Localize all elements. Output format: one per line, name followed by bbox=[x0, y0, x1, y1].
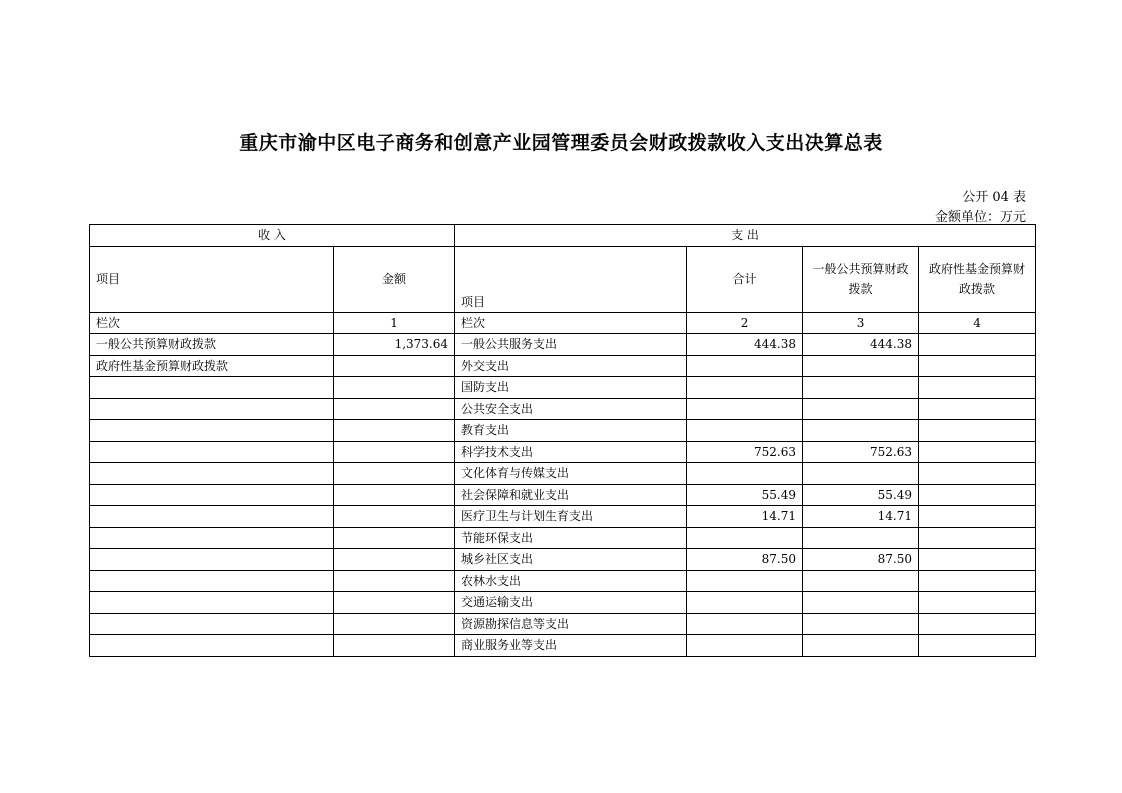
table-row bbox=[90, 398, 1036, 420]
income-item-cell: 一般公共预算财政拨款 bbox=[90, 334, 334, 356]
expense-item-cell: 科学技术支出 bbox=[455, 441, 687, 463]
general-budget-cell: 14.71 bbox=[803, 506, 919, 528]
col-number-1: 1 bbox=[334, 312, 455, 334]
fund-budget-cell bbox=[919, 398, 1036, 420]
total-cell bbox=[687, 570, 803, 592]
expense-header: 支 出 bbox=[455, 225, 1036, 247]
total-cell bbox=[687, 592, 803, 614]
expense-item-cell: 医疗卫生与计划生育支出 bbox=[455, 506, 687, 528]
form-code: 公开 04 表 bbox=[962, 190, 1026, 205]
general-budget-cell bbox=[803, 570, 919, 592]
expense-item-cell: 国防支出 bbox=[455, 377, 687, 399]
income-amount-cell bbox=[334, 635, 455, 657]
income-item-cell bbox=[90, 635, 334, 657]
expense-item-cell: 一般公共服务支出 bbox=[455, 334, 687, 356]
general-budget-cell bbox=[803, 420, 919, 442]
fund-budget-cell bbox=[919, 592, 1036, 614]
total-cell: 55.49 bbox=[687, 484, 803, 506]
col-label-left: 栏次 bbox=[90, 312, 334, 334]
fund-budget-cell bbox=[919, 377, 1036, 399]
fund-budget-cell bbox=[919, 506, 1036, 528]
col-number-3: 3 bbox=[803, 312, 919, 334]
total-cell: 14.71 bbox=[687, 506, 803, 528]
expense-item-cell: 教育支出 bbox=[455, 420, 687, 442]
fund-budget-header: 政府性基金预算财政拨款 bbox=[919, 246, 1036, 312]
table-row bbox=[90, 441, 1036, 463]
fund-budget-cell bbox=[919, 549, 1036, 571]
table-row bbox=[90, 592, 1036, 614]
income-amount-cell bbox=[334, 377, 455, 399]
amount-unit: 金额单位：万元 bbox=[934, 210, 1026, 225]
fund-budget-cell bbox=[919, 355, 1036, 377]
general-budget-cell bbox=[803, 592, 919, 614]
income-item-cell bbox=[90, 592, 334, 614]
expense-item-cell: 公共安全支出 bbox=[455, 398, 687, 420]
income-amount-cell bbox=[334, 549, 455, 571]
expense-item-cell: 农林水支出 bbox=[455, 570, 687, 592]
income-amount-cell bbox=[334, 613, 455, 635]
income-item-cell bbox=[90, 613, 334, 635]
general-budget-cell: 87.50 bbox=[803, 549, 919, 571]
income-amount-header: 金额 bbox=[334, 246, 455, 312]
income-amount-cell bbox=[334, 570, 455, 592]
table-row bbox=[90, 463, 1036, 485]
budget-table bbox=[89, 224, 1036, 657]
total-cell bbox=[687, 355, 803, 377]
table-row bbox=[90, 484, 1036, 506]
income-item-cell bbox=[90, 549, 334, 571]
total-cell bbox=[687, 398, 803, 420]
income-item-cell bbox=[90, 484, 334, 506]
income-amount-cell bbox=[334, 506, 455, 528]
total-cell: 752.63 bbox=[687, 441, 803, 463]
col-label-right: 栏次 bbox=[455, 312, 687, 334]
general-budget-cell bbox=[803, 527, 919, 549]
table-row bbox=[90, 377, 1036, 399]
total-cell bbox=[687, 463, 803, 485]
income-item-cell bbox=[90, 527, 334, 549]
income-amount-cell bbox=[334, 527, 455, 549]
col-number-4: 4 bbox=[919, 312, 1036, 334]
general-budget-cell bbox=[803, 613, 919, 635]
expense-item-cell: 外交支出 bbox=[455, 355, 687, 377]
fund-budget-cell bbox=[919, 570, 1036, 592]
total-cell bbox=[687, 635, 803, 657]
income-amount-cell bbox=[334, 398, 455, 420]
general-budget-cell bbox=[803, 355, 919, 377]
general-budget-cell bbox=[803, 377, 919, 399]
report-title: 重庆市渝中区电子商务和创意产业园管理委员会财政拨款收入支出决算总表 bbox=[239, 132, 883, 154]
total-cell bbox=[687, 420, 803, 442]
total-cell bbox=[687, 527, 803, 549]
income-amount-cell: 1,373.64 bbox=[334, 334, 455, 356]
expense-item-cell: 交通运输支出 bbox=[455, 592, 687, 614]
income-item-cell bbox=[90, 420, 334, 442]
general-budget-cell: 55.49 bbox=[803, 484, 919, 506]
section-header-row bbox=[90, 225, 1036, 247]
expense-item-cell: 资源勘探信息等支出 bbox=[455, 613, 687, 635]
income-header: 收 入 bbox=[90, 225, 455, 247]
table-row bbox=[90, 355, 1036, 377]
income-amount-cell bbox=[334, 441, 455, 463]
table-row bbox=[90, 527, 1036, 549]
expense-item-cell: 商业服务业等支出 bbox=[455, 635, 687, 657]
general-budget-cell bbox=[803, 463, 919, 485]
column-number-row bbox=[90, 312, 1036, 334]
fund-budget-cell bbox=[919, 441, 1036, 463]
total-cell bbox=[687, 377, 803, 399]
fund-budget-cell bbox=[919, 484, 1036, 506]
income-item-cell bbox=[90, 570, 334, 592]
total-cell: 444.38 bbox=[687, 334, 803, 356]
column-header-row bbox=[90, 246, 1036, 312]
general-budget-cell: 444.38 bbox=[803, 334, 919, 356]
fund-budget-cell bbox=[919, 463, 1036, 485]
income-item-cell bbox=[90, 506, 334, 528]
fund-budget-cell bbox=[919, 635, 1036, 657]
table-row bbox=[90, 613, 1036, 635]
table-row bbox=[90, 635, 1036, 657]
expense-item-cell: 城乡社区支出 bbox=[455, 549, 687, 571]
income-item-cell: 政府性基金预算财政拨款 bbox=[90, 355, 334, 377]
income-amount-cell bbox=[334, 420, 455, 442]
table-row bbox=[90, 420, 1036, 442]
fund-budget-cell bbox=[919, 420, 1036, 442]
total-header: 合计 bbox=[687, 246, 803, 312]
general-budget-cell bbox=[803, 398, 919, 420]
table-row bbox=[90, 334, 1036, 356]
income-item-cell bbox=[90, 441, 334, 463]
expense-item-cell: 社会保障和就业支出 bbox=[455, 484, 687, 506]
income-item-header: 项目 bbox=[90, 246, 334, 312]
fund-budget-cell bbox=[919, 334, 1036, 356]
general-budget-cell bbox=[803, 635, 919, 657]
fund-budget-cell bbox=[919, 613, 1036, 635]
table-row bbox=[90, 549, 1036, 571]
total-cell: 87.50 bbox=[687, 549, 803, 571]
col-number-2: 2 bbox=[687, 312, 803, 334]
table-row bbox=[90, 570, 1036, 592]
income-amount-cell bbox=[334, 592, 455, 614]
income-amount-cell bbox=[334, 463, 455, 485]
income-amount-cell bbox=[334, 484, 455, 506]
fund-budget-cell bbox=[919, 527, 1036, 549]
income-item-cell bbox=[90, 377, 334, 399]
expense-item-cell: 文化体育与传媒支出 bbox=[455, 463, 687, 485]
income-amount-cell bbox=[334, 355, 455, 377]
expense-item-header: 项目 bbox=[455, 246, 687, 312]
expense-item-cell: 节能环保支出 bbox=[455, 527, 687, 549]
general-budget-header: 一般公共预算财政拨款 bbox=[803, 246, 919, 312]
income-item-cell bbox=[90, 398, 334, 420]
income-item-cell bbox=[90, 463, 334, 485]
general-budget-cell: 752.63 bbox=[803, 441, 919, 463]
table-row bbox=[90, 506, 1036, 528]
total-cell bbox=[687, 613, 803, 635]
